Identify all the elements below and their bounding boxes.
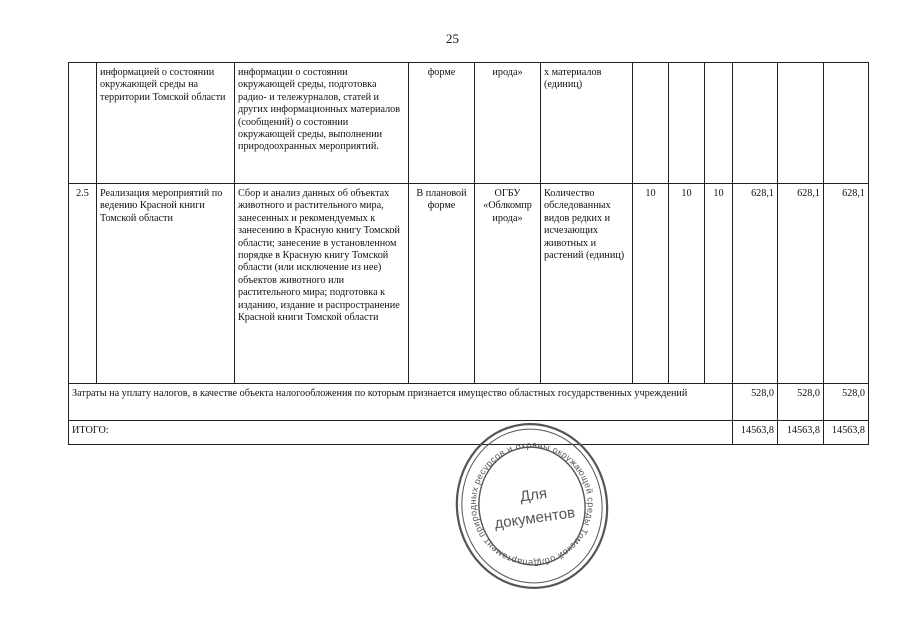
activity-form: форме — [409, 63, 475, 184]
total-label: ИТОГО: — [69, 421, 733, 445]
stamp-ring-text: Департамент природных ресурсов и охраны окружающей среды Томской области — [467, 439, 596, 569]
taxes-funding-1: 528,0 — [733, 384, 778, 421]
value-2 — [669, 63, 705, 184]
table-row — [69, 184, 869, 384]
official-stamp — [453, 420, 611, 592]
funding-3 — [824, 63, 869, 184]
taxes-row — [69, 384, 869, 421]
total-funding-3: 14563,8 — [824, 421, 869, 445]
indicator: х материалов (единиц) — [541, 63, 633, 184]
executor: ирода» — [475, 63, 541, 184]
taxes-label: Затраты на уплату налогов, в качестве объекта налогообложения по которым признается имущество областных государственных учреждений — [69, 384, 733, 421]
activity-description: Сбор и анализ данных об объектах животного и растительного мира, занесенных и рекомендуемых к занесению в Красную книгу Томской области; занесение в установленном порядке в Красную книгу Томской области (или исключение из нее) объектов животного или растительного мира; подготовка к изданию, издание и распространение Красной книги Томской области — [235, 184, 409, 384]
funding-1 — [733, 63, 778, 184]
taxes-funding-2: 528,0 — [778, 384, 824, 421]
stamp-seal-icon — [453, 420, 611, 592]
funding-1: 628,1 — [733, 184, 778, 384]
activity-name: Реализация мероприятий по ведению Красной книги Томской области — [97, 184, 235, 384]
value-2: 10 — [669, 184, 705, 384]
row-number: 2.5 — [69, 184, 97, 384]
funding-2: 628,1 — [778, 184, 824, 384]
budget-table — [68, 62, 869, 445]
indicator: Количество обследованных видов редких и исчезающих животных и растений (единиц) — [541, 184, 633, 384]
funding-3: 628,1 — [824, 184, 869, 384]
activity-name: информацией о состоянии окружающей среды на территории Томской области — [97, 63, 235, 184]
value-3: 10 — [705, 184, 733, 384]
total-funding-1: 14563,8 — [733, 421, 778, 445]
total-funding-2: 14563,8 — [778, 421, 824, 445]
page-number: 25 — [446, 31, 459, 46]
activity-form: В плановой форме — [409, 184, 475, 384]
table-row — [69, 63, 869, 184]
row-number — [69, 63, 97, 184]
activity-description: информации о состоянии окружающей среды, подготовка радио- и тележурналов, статей и других информационных материалов (сообщений) о состоянии окружающей среды, выполнении природоохранных мероприятий. — [235, 63, 409, 184]
value-1 — [633, 63, 669, 184]
executor: ОГБУ «Облкомпр ирода» — [475, 184, 541, 384]
funding-2 — [778, 63, 824, 184]
value-1: 10 — [633, 184, 669, 384]
taxes-funding-3: 528,0 — [824, 384, 869, 421]
value-3 — [705, 63, 733, 184]
stamp-center-line1: Для — [518, 484, 549, 506]
stamp-center-line2: документов — [493, 504, 577, 533]
